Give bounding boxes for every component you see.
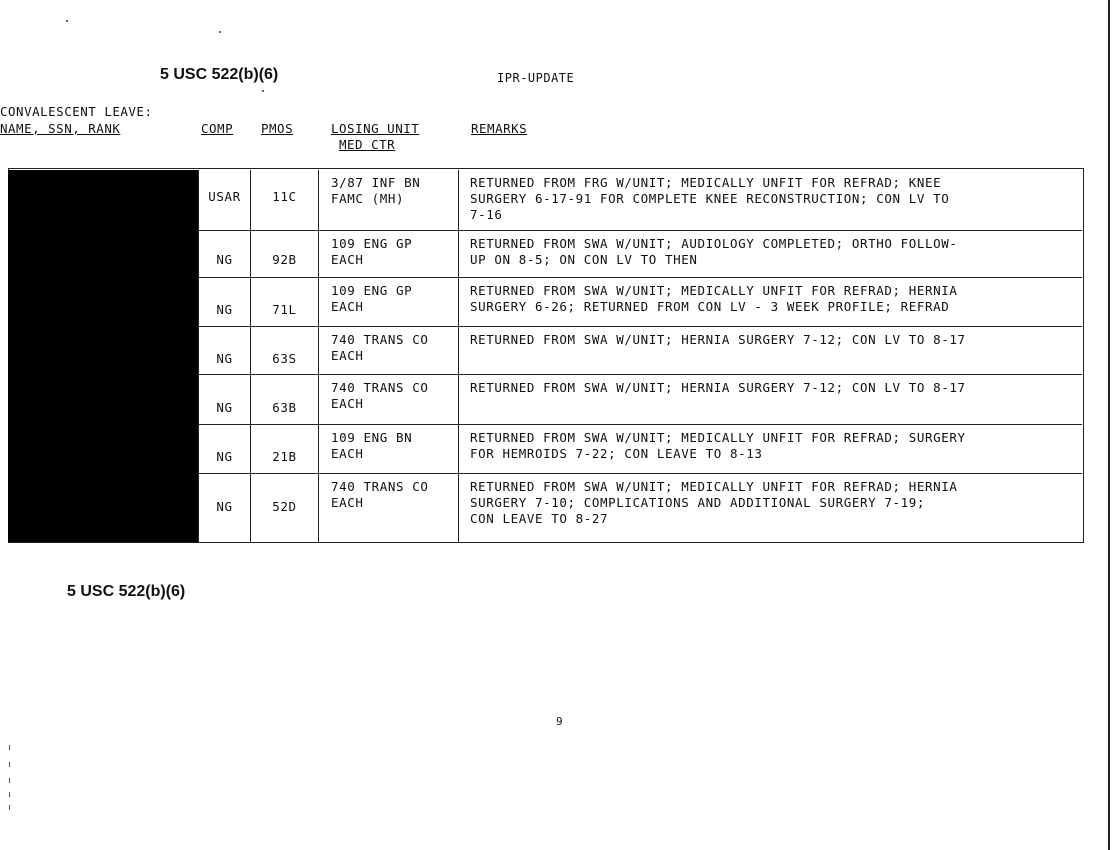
remarks-value: RETURNED FROM SWA W/UNIT; AUDIOLOGY COMPLETED; ORTHO FOLLOW- UP ON 8-5; ON CON LV TO THEN: [470, 236, 958, 267]
table-row: [198, 474, 1082, 542]
column-header-remarks: REMARKS: [471, 121, 528, 136]
pmos-cell: [250, 425, 318, 473]
scan-speck: [219, 31, 221, 33]
comp-value: NG: [216, 499, 233, 514]
comp-value: NG: [216, 449, 233, 464]
remarks-cell: [458, 278, 1082, 326]
unit-value: 740 TRANS CO EACH: [331, 332, 429, 363]
exemption-stamp-top: 5 USC 522(b)(6): [160, 66, 279, 83]
remarks-cell: [458, 375, 1082, 424]
scan-speck: [9, 745, 10, 750]
unit-cell: [318, 231, 458, 277]
scan-speck: [66, 20, 68, 22]
scan-speck: [262, 90, 264, 92]
pmos-value: 92B: [272, 252, 297, 267]
table-row: [198, 327, 1082, 375]
comp-value: NG: [216, 351, 233, 366]
comp-cell: [198, 231, 250, 277]
redaction-block: [8, 170, 198, 542]
comp-value: NG: [216, 302, 233, 317]
table-row: [198, 231, 1082, 278]
comp-value: NG: [216, 400, 233, 415]
remarks-value: RETURNED FROM SWA W/UNIT; HERNIA SURGERY 7-12; CON LV TO 8-17: [470, 332, 966, 347]
remarks-cell: [458, 474, 1082, 542]
column-header-name: NAME, SSN, RANK: [0, 121, 121, 136]
pmos-cell: [250, 170, 318, 230]
unit-cell: [318, 170, 458, 230]
unit-value: 740 TRANS CO EACH: [331, 380, 429, 411]
remarks-value: RETURNED FROM SWA W/UNIT; MEDICALLY UNFIT FOR REFRAD; SURGERY FOR HEMROIDS 7-22; CON LEAVE TO 8-13: [470, 430, 966, 461]
unit-value: 109 ENG GP EACH: [331, 283, 413, 314]
scan-speck: [9, 762, 10, 767]
pmos-value: 52D: [272, 499, 297, 514]
section-label: CONVALESCENT LEAVE:: [0, 104, 153, 119]
table-row: [198, 278, 1082, 327]
pmos-cell: [250, 231, 318, 277]
unit-value: 109 ENG BN EACH: [331, 430, 413, 461]
column-header-losing-unit: LOSING UNIT: [331, 121, 420, 136]
remarks-cell: [458, 231, 1082, 277]
remarks-cell: [458, 327, 1082, 374]
unit-cell: [318, 474, 458, 542]
unit-value: 109 ENG GP EACH: [331, 236, 413, 267]
scan-speck: [9, 792, 10, 797]
scan-edge-line: [1108, 0, 1110, 850]
remarks-value: RETURNED FROM SWA W/UNIT; HERNIA SURGERY 7-12; CON LV TO 8-17: [470, 380, 966, 395]
comp-cell: [198, 375, 250, 424]
unit-cell: [318, 278, 458, 326]
comp-value: USAR: [208, 189, 241, 204]
unit-cell: [318, 425, 458, 473]
table-row: [198, 375, 1082, 425]
comp-cell: [198, 425, 250, 473]
column-header-pmos: PMOS: [261, 121, 294, 136]
pmos-cell: [250, 474, 318, 542]
table-row: [198, 425, 1082, 474]
pmos-value: 21B: [272, 449, 297, 464]
pmos-cell: [250, 278, 318, 326]
remarks-value: RETURNED FROM FRG W/UNIT; MEDICALLY UNFIT FOR REFRAD; KNEE SURGERY 6-17-91 FOR COMPLETE KNEE RECONSTRUCTION; CON LV TO 7-16: [470, 175, 950, 222]
pmos-cell: [250, 327, 318, 374]
page-number: 9: [556, 715, 563, 728]
unit-cell: [318, 375, 458, 424]
column-header-med-ctr: MED CTR: [339, 137, 396, 152]
comp-value: NG: [216, 252, 233, 267]
unit-value: 740 TRANS CO EACH: [331, 479, 429, 510]
table-row: [198, 170, 1082, 231]
comp-cell: [198, 278, 250, 326]
remarks-cell: [458, 170, 1082, 230]
scan-speck: [9, 778, 10, 783]
exemption-stamp-bottom: 5 USC 522(b)(6): [67, 583, 186, 600]
pmos-value: 63S: [272, 351, 297, 366]
unit-value: 3/87 INF BN FAMC (MH): [331, 175, 421, 206]
comp-cell: [198, 474, 250, 542]
pmos-value: 11C: [272, 189, 297, 204]
remarks-cell: [458, 425, 1082, 473]
comp-cell: [198, 327, 250, 374]
scan-speck: [9, 805, 10, 810]
unit-cell: [318, 327, 458, 374]
pmos-cell: [250, 375, 318, 424]
pmos-value: 63B: [272, 400, 297, 415]
document-title: IPR-UPDATE: [497, 71, 575, 85]
comp-cell: [198, 170, 250, 230]
remarks-value: RETURNED FROM SWA W/UNIT; MEDICALLY UNFIT FOR REFRAD; HERNIA SURGERY 7-10; COMPLICATIONS AND ADDITIONAL SURGERY 7-19; CON LEAVE TO 8-27: [470, 479, 958, 526]
remarks-value: RETURNED FROM SWA W/UNIT; MEDICALLY UNFIT FOR REFRAD; HERNIA SURGERY 6-26; RETURNED FROM CON LV - 3 WEEK PROFILE; REFRAD: [470, 283, 958, 314]
column-header-comp: COMP: [201, 121, 234, 136]
pmos-value: 71L: [272, 302, 297, 317]
